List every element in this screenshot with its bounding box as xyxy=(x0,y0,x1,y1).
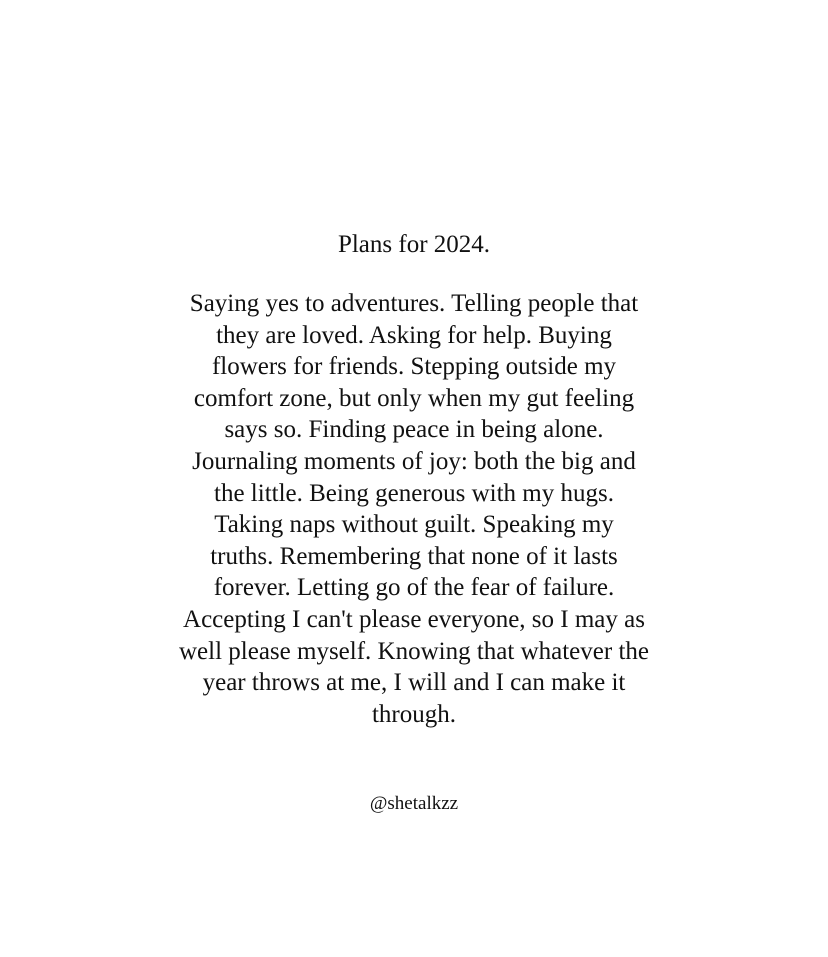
body-line: says so. Finding peace in being alone. xyxy=(224,416,604,444)
body-line: forever. Letting go of the fear of failure. xyxy=(213,574,615,602)
body-line: year throws at me, I will and I can make it xyxy=(202,669,626,697)
post-body xyxy=(100,288,728,730)
body-line: the little. Being generous with my hugs. xyxy=(214,479,614,507)
body-line: they are loved. Asking for help. Buying xyxy=(216,321,612,349)
body-line: Taking naps without guilt. Speaking my xyxy=(214,511,614,539)
body-line: through. xyxy=(371,700,457,728)
body-line: flowers for friends. Stepping outside my xyxy=(211,353,617,381)
body-line: Accepting I can't please everyone, so I may as xyxy=(183,605,645,633)
body-line: Saying yes to adventures. Telling people that xyxy=(189,290,639,317)
body-line: comfort zone, but only when my gut feeling xyxy=(193,384,635,412)
author-handle: @shetalkzz xyxy=(369,793,459,814)
body-line: well please myself. Knowing that whatever the xyxy=(179,637,649,665)
post-title: Plans for 2024. xyxy=(337,231,491,258)
body-line: Journaling moments of joy: both the big and xyxy=(192,447,636,475)
body-line: truths. Remembering that none of it lasts xyxy=(210,542,618,570)
